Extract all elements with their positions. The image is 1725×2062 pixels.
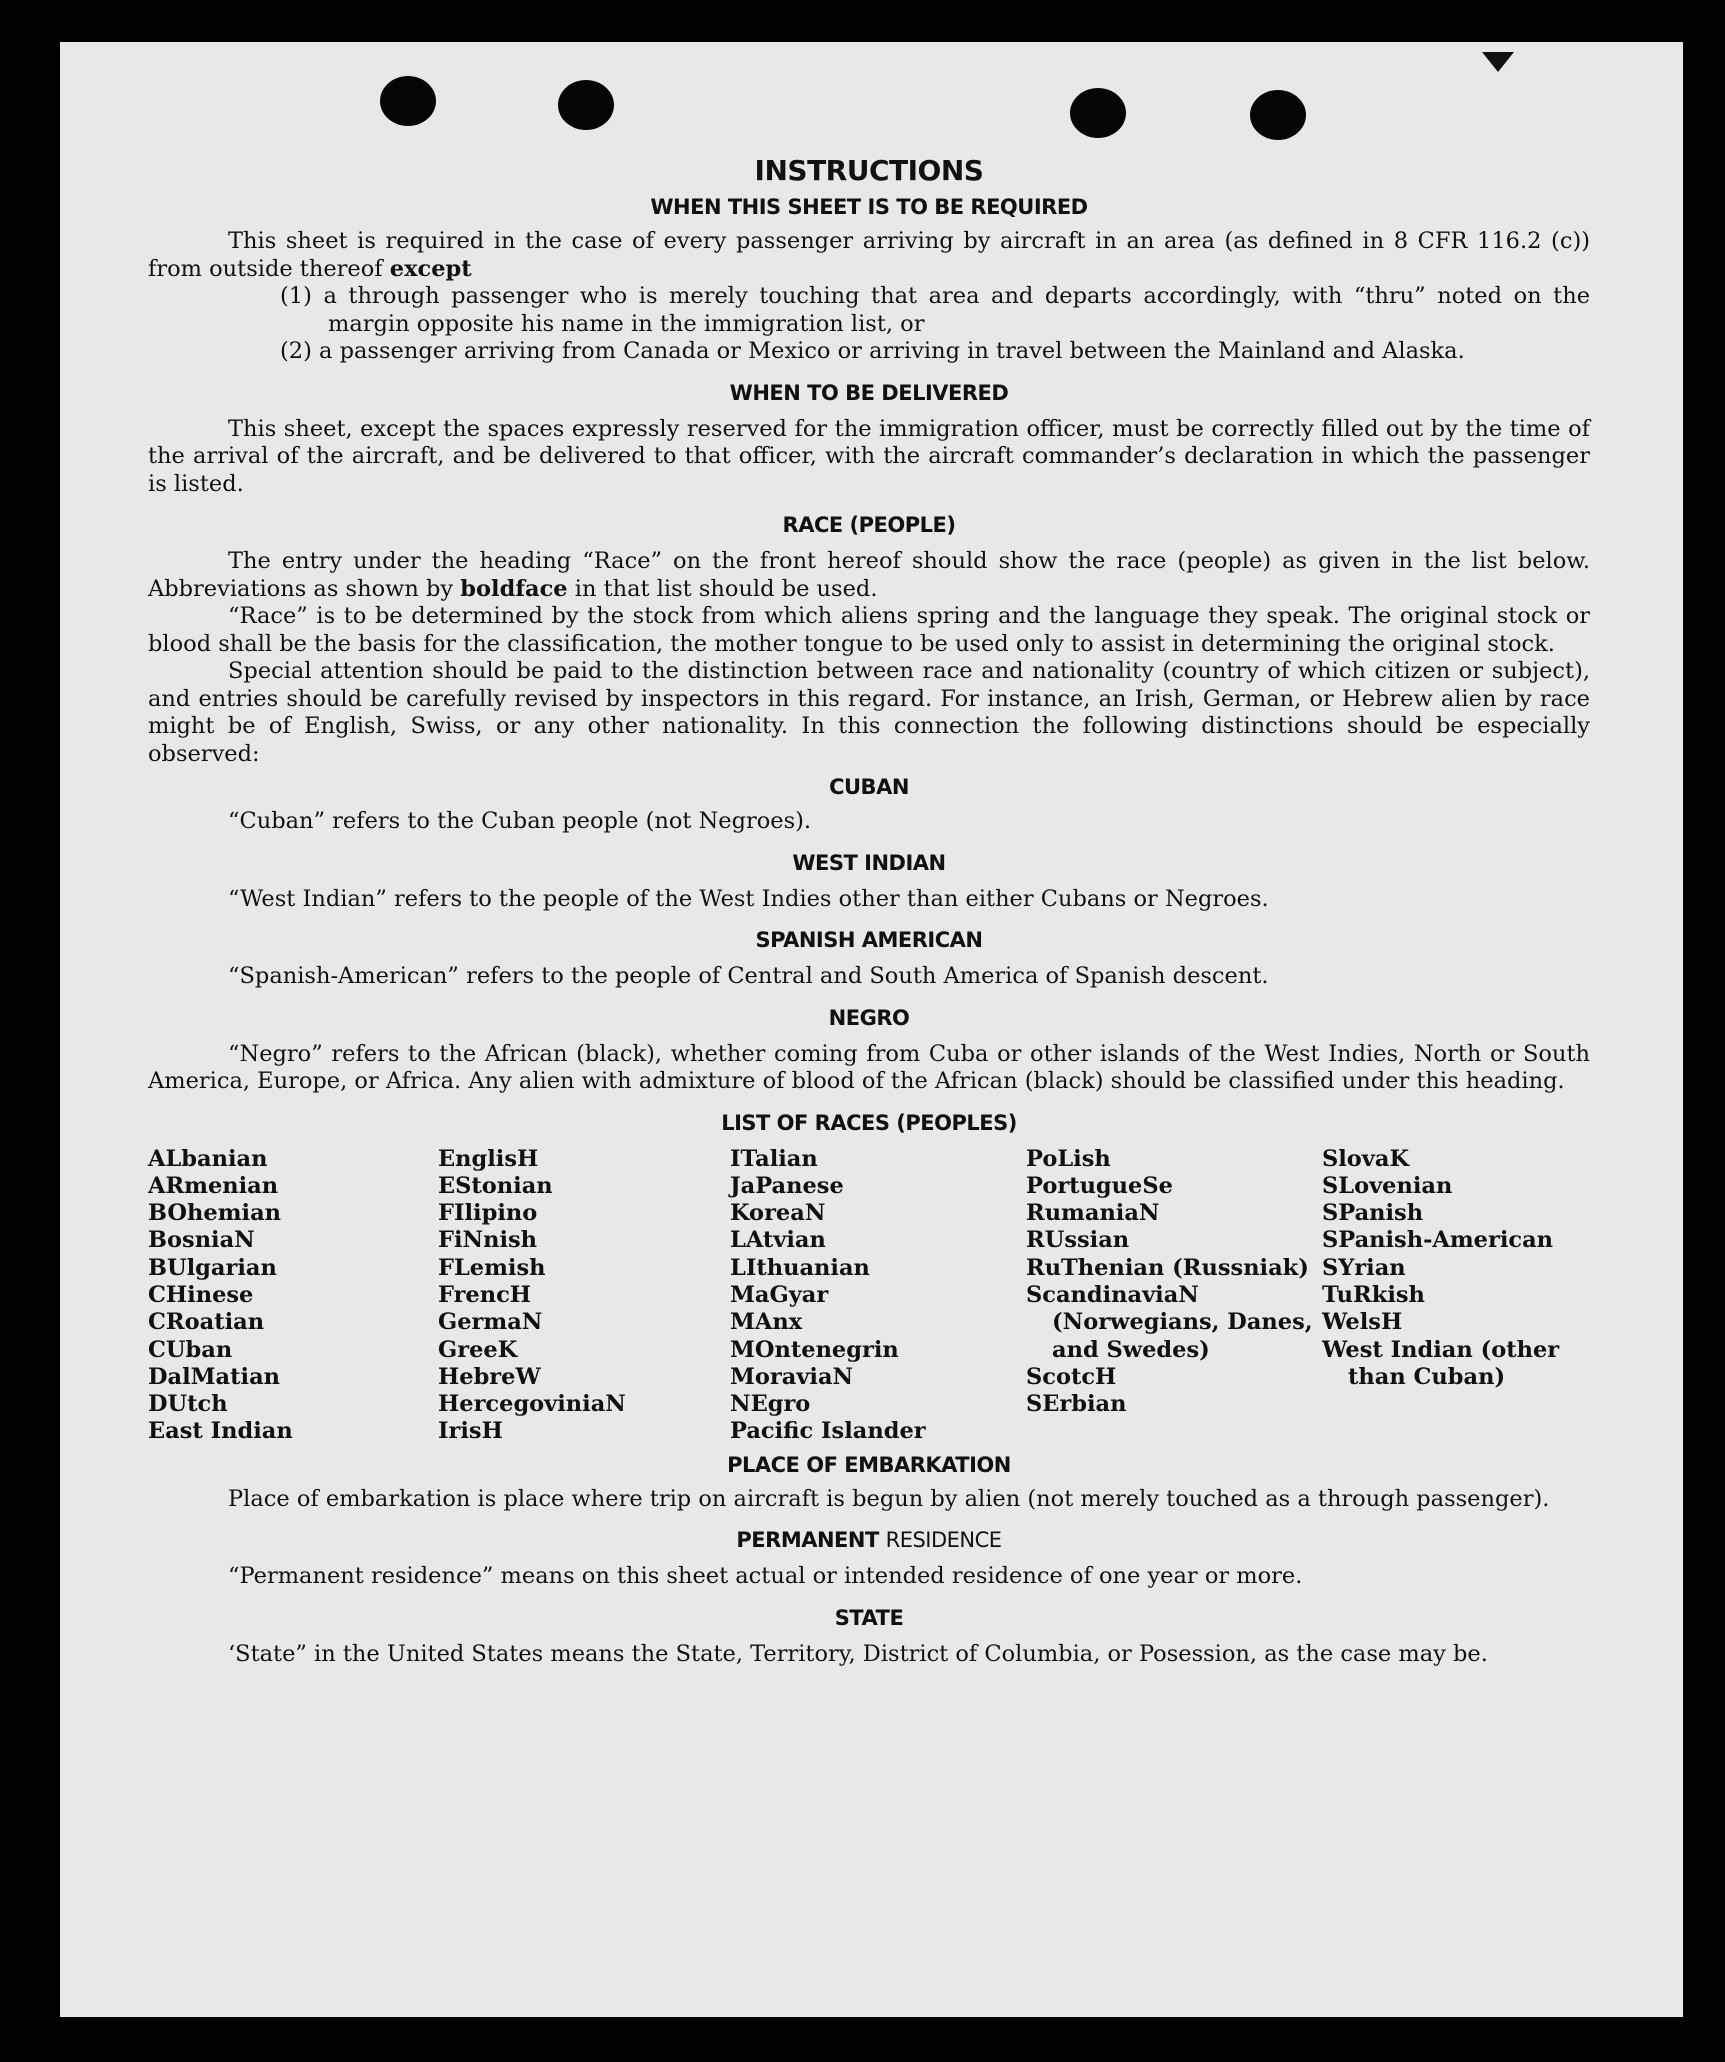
race-entry: MoraviaN — [730, 1363, 854, 1390]
item-text: a passenger arriving from Canada or Mexico or arriving in travel between the Mainland and Alaska. — [319, 338, 1465, 364]
race-entry: CUban — [148, 1336, 233, 1363]
race-entry: IrisH — [438, 1418, 503, 1445]
races-column-4 — [1026, 1146, 1322, 1446]
race-entry: LIthuanian — [730, 1254, 870, 1281]
race-entry: WelsH — [1322, 1309, 1403, 1336]
races-list — [148, 1146, 1590, 1446]
cuban-text: “Cuban” refers to the Cuban people (not Negroes). — [228, 808, 812, 834]
heading-required: WHEN THIS SHEET IS TO BE REQUIRED — [650, 195, 1088, 219]
state-text: ‘State” in the United States means the State, Territory, District of Columbia, or Posession, as the case may be. — [228, 1640, 1488, 1667]
races-column-2 — [438, 1146, 730, 1446]
boldface-keyword: boldface — [460, 575, 568, 602]
races-column-3 — [730, 1146, 1026, 1446]
item-number: (1) — [280, 283, 312, 309]
race-entry: Pacific Islander — [730, 1418, 926, 1445]
punch-hole — [1070, 88, 1126, 138]
race-entry: West Indian (other than Cuban) — [1322, 1336, 1560, 1390]
race-entry: RUssian — [1026, 1227, 1130, 1254]
delivered-text: This sheet, except the spaces expressly reserved for the immigration officer, must be correctly filled out by the time of the arrival of the aircraft, and be delivered to that officer, with the aircraft commander’s declaration in which the passenger is listed. — [148, 415, 1590, 497]
race-entry: BUlgarian — [148, 1254, 277, 1281]
heading-race: RACE (PEOPLE) — [782, 513, 956, 537]
required-exceptions-list — [148, 283, 1590, 366]
required-intro — [148, 228, 1590, 283]
list-item — [148, 283, 1590, 338]
heading-embarkation: PLACE OF EMBARKATION — [727, 1452, 1011, 1477]
race-entry: MaGyar — [730, 1281, 829, 1308]
punch-hole — [1250, 90, 1306, 140]
race-p1-text: The entry under the heading “Race” on the front hereof should show the race (people) as given in the list below. Abbreviations as shown by — [148, 548, 1590, 602]
race-entry: EStonian — [438, 1172, 553, 1199]
race-entry: ALbanian — [148, 1145, 268, 1172]
races-column-1 — [148, 1146, 438, 1446]
race-entry: HercegoviniaN — [438, 1391, 626, 1418]
race-entry: PoLish — [1026, 1145, 1111, 1172]
race-entry: MOntenegrin — [730, 1336, 899, 1363]
race-entry: East Indian — [148, 1418, 293, 1445]
race-entry: FrencH — [438, 1281, 532, 1308]
race-entry: ScandinaviaN (Norwegians, Danes, and Swedes) — [1026, 1281, 1313, 1363]
race-entry: EnglisH — [438, 1145, 539, 1172]
race-entry: RuThenian (Russniak) — [1026, 1254, 1309, 1281]
race-p1-tail: in that list should be used. — [574, 575, 878, 602]
list-item — [148, 338, 1590, 366]
residence-text: “Permanent residence” means on this sheet actual or intended residence of one year or more. — [228, 1563, 1303, 1590]
race-entry: ARmenian — [148, 1172, 279, 1199]
heading-residence-b: RESIDENCE — [885, 1528, 1002, 1553]
heading-list-of-races: LIST OF RACES (PEOPLES) — [721, 1110, 1017, 1135]
race-entry: CHinese — [148, 1281, 254, 1308]
embarkation-text: Place of embarkation is place where trip on aircraft is begun by alien (not merely touched as a through passenger). — [228, 1485, 1550, 1512]
races-column-5 — [1322, 1146, 1590, 1446]
race-entry: PortugueSe — [1026, 1172, 1173, 1199]
required-intro-text: This sheet is required in the case of every passenger arriving by aircraft in an area (as defined in 8 CFR 116.2 (c)) from outside thereof — [148, 228, 1590, 282]
race-entry: JaPanese — [730, 1172, 844, 1199]
race-paragraph-2: “Race” is to be determined by the stock from which aliens spring and the language they speak. The original stock or blood shall be the basis for the classification, the mother tongue to be used only to assist in determining the original stock. — [148, 603, 1590, 657]
race-entry: NEgro — [730, 1391, 811, 1418]
race-entry: MAnx — [730, 1309, 803, 1336]
document-sheet — [60, 42, 1683, 2017]
race-entry: TuRkish — [1322, 1281, 1425, 1308]
heading-state: STATE — [834, 1605, 904, 1630]
race-entry: DalMatian — [148, 1363, 281, 1390]
heading-west-indian: WEST INDIAN — [792, 850, 946, 875]
race-entry: ScotcH — [1026, 1363, 1117, 1390]
race-entry: GreeK — [438, 1336, 518, 1363]
race-entry: FiNnish — [438, 1227, 538, 1254]
punch-hole — [558, 80, 614, 130]
punch-hole — [380, 76, 436, 126]
heading-delivered: WHEN TO BE DELIVERED — [729, 380, 1009, 405]
race-entry: SLovenian — [1322, 1172, 1453, 1199]
race-entry: RumaniaN — [1026, 1200, 1160, 1227]
race-entry: GermaN — [438, 1309, 543, 1336]
race-entry: BOhemian — [148, 1200, 282, 1227]
heading-negro: NEGRO — [828, 1005, 910, 1030]
race-entry: KoreaN — [730, 1200, 826, 1227]
race-entry: SYrian — [1322, 1254, 1406, 1281]
race-entry: CRoatian — [148, 1309, 265, 1336]
heading-cuban: CUBAN — [829, 775, 909, 799]
race-entry: SlovaK — [1322, 1145, 1410, 1172]
race-entry: SErbian — [1026, 1391, 1127, 1418]
except-keyword: except — [389, 255, 472, 282]
race-entry: LAtvian — [730, 1227, 826, 1254]
heading-residence — [148, 1527, 1590, 1553]
race-entry: FIlipino — [438, 1200, 538, 1227]
heading-spanish-american: SPANISH AMERICAN — [755, 928, 983, 952]
race-entry: HebreW — [438, 1363, 541, 1390]
race-entry: FLemish — [438, 1254, 546, 1281]
spanish-american-text: “Spanish-American” refers to the people of Central and South America of Spanish descent. — [228, 963, 1269, 989]
page-title: INSTRUCTIONS — [754, 154, 984, 187]
heading-residence-a: PERMANENT — [736, 1528, 879, 1553]
item-text: a through passenger who is merely touching that area and departs accordingly, with “thru” noted on the margin opposite his name in the immigration list, or — [323, 283, 1591, 337]
race-entry: SPanish — [1322, 1200, 1424, 1227]
corner-mark — [1482, 52, 1514, 72]
west-indian-text: “West Indian” refers to the people of the West Indies other than either Cubans or Negroes. — [228, 885, 1269, 912]
item-number: (2) — [280, 338, 312, 364]
race-entry: ITalian — [730, 1145, 818, 1172]
race-paragraph-1 — [148, 548, 1590, 603]
race-entry: BosniaN — [148, 1227, 255, 1254]
negro-text: “Negro” refers to the African (black), whether coming from Cuba or other islands of the West Indies, North or South America, Europe, or Africa. Any alien with admixture of blood of the African (black) should be classified under this heading. — [148, 1040, 1590, 1094]
race-entry: DUtch — [148, 1391, 228, 1418]
race-paragraph-3: Special attention should be paid to the distinction between race and nationality (country of which citizen or subject), and entries should be carefully revised by inspectors in this regard. For instance, an Irish, German, or Hebrew alien by race might be of English, Swiss, or any other nationality. In this connection the following distinctions should be especially observed: — [148, 658, 1590, 767]
race-entry: SPanish-American — [1322, 1227, 1554, 1254]
instructions-content — [148, 154, 1590, 1668]
